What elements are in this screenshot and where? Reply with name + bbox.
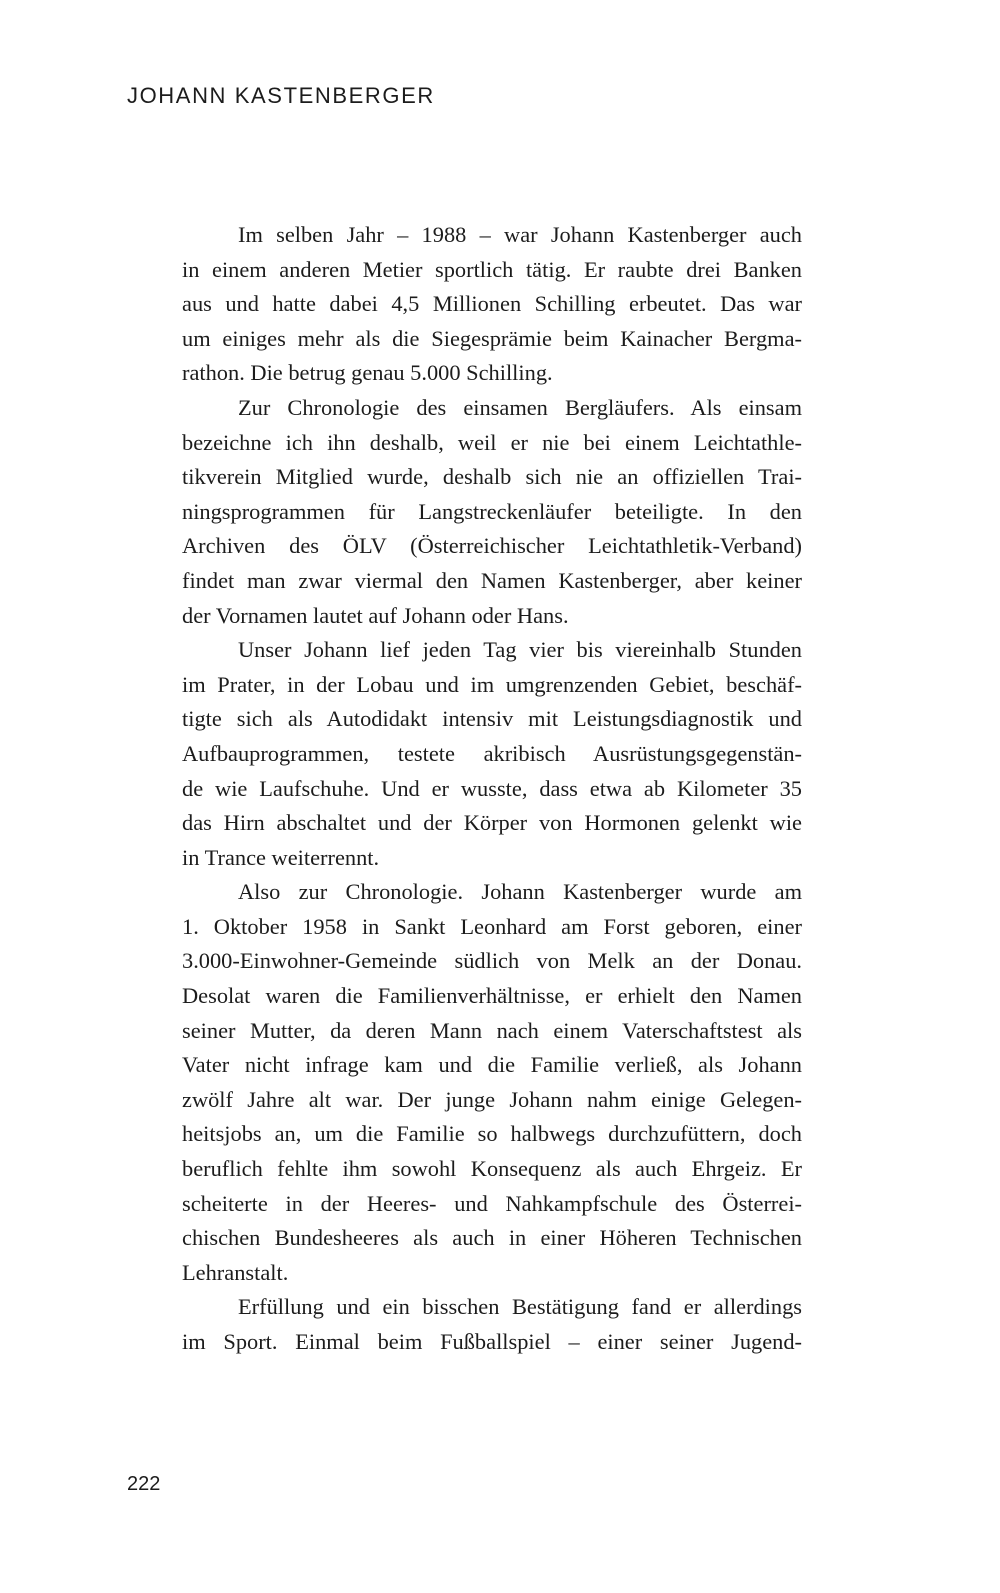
text-line: rathon. Die betrug genau 5.000 Schilling. — [182, 360, 553, 386]
running-head: JOHANN KASTENBERGER — [127, 83, 435, 108]
text-line: Im selben Jahr – 1988 – war Johann Kastenberger auch — [238, 222, 802, 247]
text-line: zwölf Jahre alt war. Der junge Johann nahm einige Gelegen- — [182, 1086, 802, 1112]
text-line: Lehranstalt. — [182, 1259, 289, 1285]
text-line: Zur Chronologie des einsamen Bergläufers. Als einsam — [238, 394, 802, 420]
text-line: seiner Mutter, da deren Mann nach einem Vaterschaftstest als — [182, 1017, 802, 1043]
text-line: tigte sich als Autodidakt intensiv mit Leistungsdiagnostik und — [182, 706, 802, 732]
text-line: Erfüllung und ein bisschen Bestätigung fand er allerdings — [238, 1294, 802, 1320]
text-line: chischen Bundesheeres als auch in einer Höheren Technischen — [182, 1225, 802, 1251]
text-line: Archiven des ÖLV (Österreichischer Leichtathletik-Verband) — [182, 533, 802, 559]
text-line: in Trance weiterrennt. — [182, 844, 380, 870]
text-line: in einem anderen Metier sportlich tätig. Er raubte drei Banken — [182, 256, 802, 282]
text-line: aus und hatte dabei 4,5 Millionen Schilling erbeutet. Das war — [182, 291, 802, 317]
page-number: 222 — [127, 1473, 161, 1495]
text-line: Vater nicht infrage kam und die Familie verließ, als Johann — [182, 1052, 802, 1078]
text-line: scheiterte in der Heeres- und Nahkampfschule des Österrei- — [182, 1190, 802, 1216]
text-line: Desolat waren die Familienverhältnisse, er erhielt den Namen — [182, 983, 802, 1009]
text-line: heitsjobs an, um die Familie so halbwegs durchzufüttern, doch — [182, 1121, 802, 1147]
text-line: 3.000-Einwohner-Gemeinde südlich von Melk an der Donau. — [182, 948, 802, 974]
paragraph — [182, 1290, 802, 1359]
text-line: im Prater, in der Lobau und im umgrenzenden Gebiet, beschäf- — [182, 671, 802, 697]
text-line: um einiges mehr als die Siegesprämie beim Kainacher Bergma- — [182, 325, 802, 351]
text-line: der Vornamen lautet auf Johann oder Hans. — [182, 602, 569, 628]
paragraph — [182, 218, 802, 391]
text-line: Unser Johann lief jeden Tag vier bis viereinhalb Stunden — [238, 637, 802, 663]
paragraph — [182, 633, 802, 875]
paragraph — [182, 391, 802, 633]
text-line: Also zur Chronologie. Johann Kastenberger wurde am — [238, 879, 802, 905]
text-line: de wie Laufschuhe. Und er wusste, dass etwa ab Kilometer 35 — [182, 775, 802, 801]
paragraph — [182, 875, 802, 1290]
text-line: 1. Oktober 1958 in Sankt Leonhard am Forst geboren, einer — [182, 913, 802, 939]
body-text — [182, 218, 802, 1360]
text-line: findet man zwar viermal den Namen Kastenberger, aber keiner — [182, 567, 802, 593]
text-line: bezeichne ich ihn deshalb, weil er nie bei einem Leichtathle- — [182, 429, 802, 455]
text-line: das Hirn abschaltet und der Körper von Hormonen gelenkt wie — [182, 810, 802, 836]
text-line: beruflich fehlte ihm sowohl Konsequenz als auch Ehrgeiz. Er — [182, 1156, 802, 1182]
text-line: im Sport. Einmal beim Fußballspiel – einer seiner Jugend- — [182, 1329, 802, 1354]
text-line: tikverein Mitglied wurde, deshalb sich nie an offiziellen Trai- — [182, 464, 802, 490]
text-line: ningsprogrammen für Langstreckenläufer beteiligte. In den — [182, 498, 802, 524]
text-line: Aufbauprogrammen, testete akribisch Ausrüstungsgegenstän- — [182, 740, 802, 766]
